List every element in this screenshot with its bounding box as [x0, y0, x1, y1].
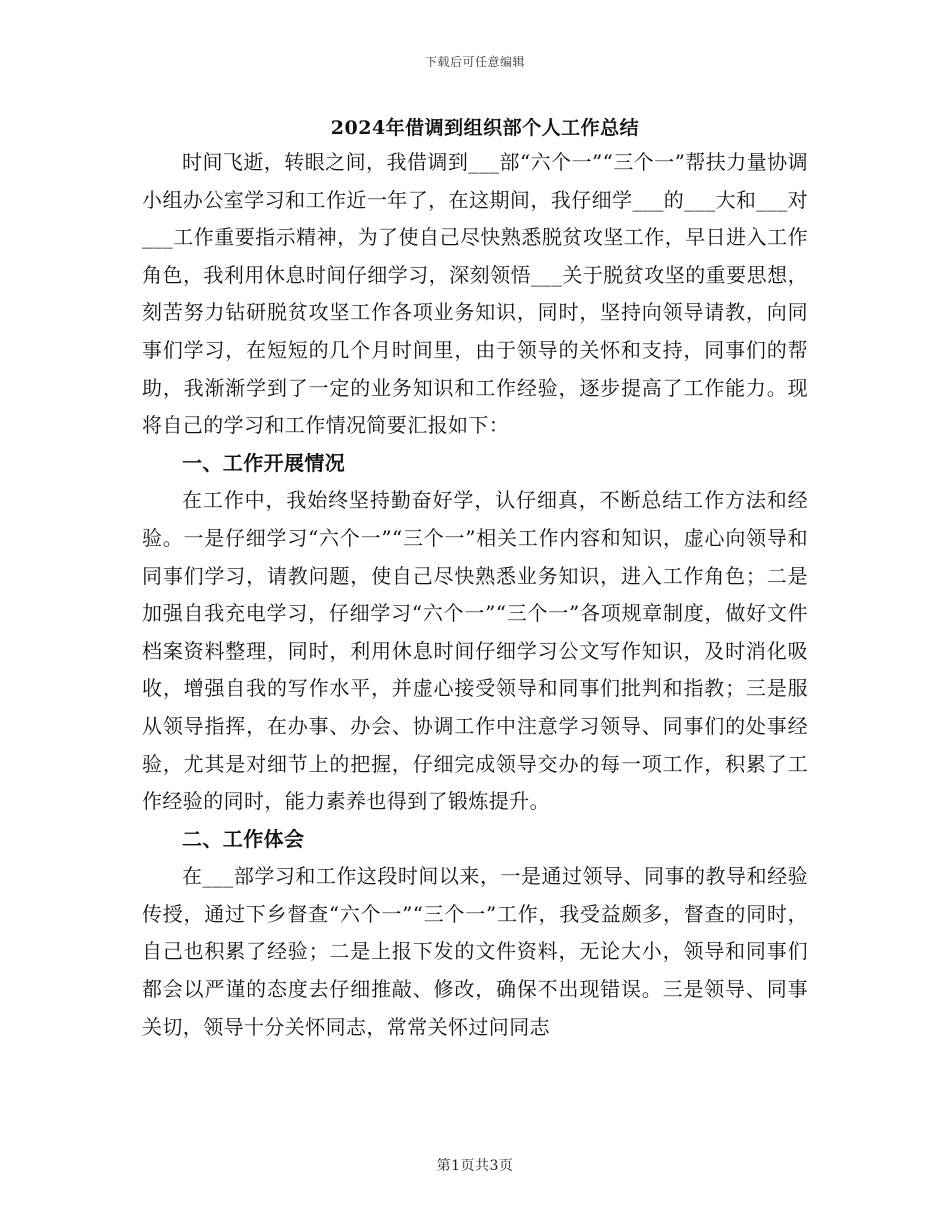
section-body-experience: 在___部学习和工作这段时间以来，一是通过领导、同事的教导和经验传授，通过下乡督查“六个一”“三个一”工作，我受益颇多，督查的同时，自己也积累了经验；二是上报下发的文件资料，无论大小，领导和同事们都会以严谨的态度去仔细推敲、修改，确保不出现错误。三是领导、同事关切，领导十分关怀同志，常常关怀过问同志 [142, 864, 808, 1039]
section-heading-work-progress: 一、工作开展情况 [182, 450, 346, 475]
header-note: 下载后可任意编辑 [424, 55, 525, 69]
document-title: 2024年借调到组织部个人工作总结 [330, 117, 640, 139]
document-body [142, 112, 808, 1046]
section-heading-experience: 二、工作体会 [182, 826, 305, 851]
page-number-footer: 第1页共3页 [436, 1158, 514, 1174]
intro-paragraph: 时间飞逝，转眼之间，我借调到___部“六个一”“三个一”帮扶力量协调小组办公室学习和工作近一年了，在这期间，我仔细学___的___大和___对___工作重要指示精神，为了使自己尽快熟悉脱贫攻坚工作，早日进入工作角色，我利用休息时间仔细学习，深刻领悟___关于脱贫攻坚的重要思想，刻苦努力钻研脱贫攻坚工作各项业务知识，同时，坚持向领导请教，向同事们学习，在短短的几个月时间里，由于领导的关怀和支持，同事们的帮助，我渐渐学到了一定的业务知识和工作经验，逐步提高了工作能力。现将自己的学习和工作情况简要汇报如下： [142, 150, 808, 438]
section-body-work-progress: 在工作中，我始终坚持勤奋好学，认仔细真，不断总结工作方法和经验。一是仔细学习“六个一”“三个一”相关工作内容和知识，虚心向领导和同事们学习，请教问题，使自己尽快熟悉业务知识，进入工作角色；二是加强自我充电学习，仔细学习“六个一”“三个一”各项规章制度，做好文件档案资料整理，同时，利用休息时间仔细学习公文写作知识，及时消化吸收，增强自我的写作水平，并虚心接受领导和同事们批判和指教；三是服从领导指挥，在办事、办会、协调工作中注意学习领导、同事们的处事经验，尤其是对细节上的把握，仔细完成领导交办的每一项工作，积累了工作经验的同时，能力素养也得到了锻炼提升。 [142, 488, 808, 814]
